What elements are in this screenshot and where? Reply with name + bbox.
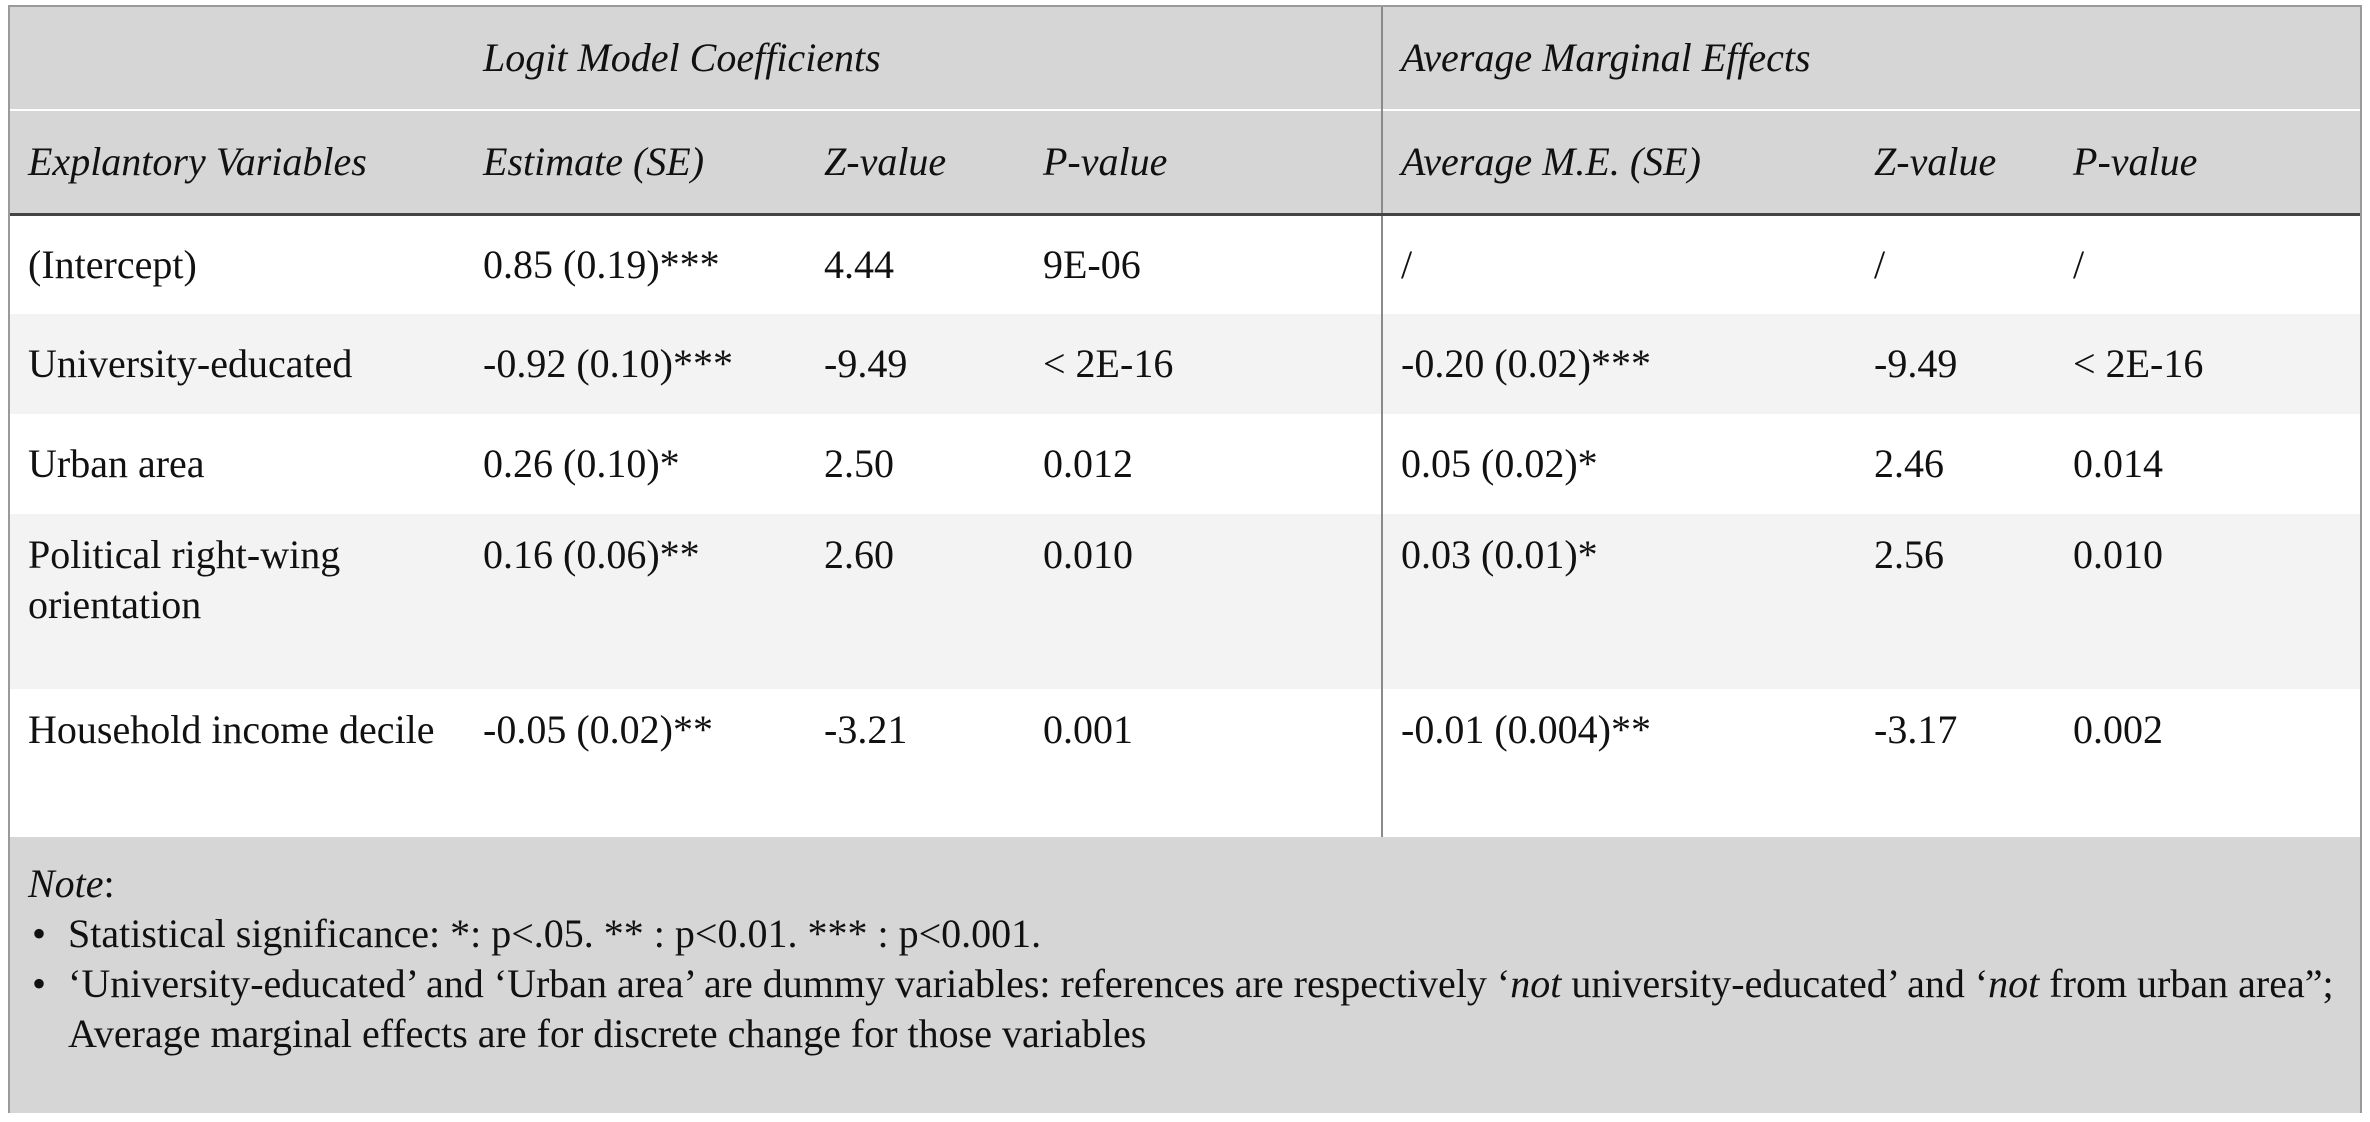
note-heading bbox=[28, 859, 2360, 909]
note-text-part: ‘University-educated’ and ‘Urban area’ are dummy variables: references are respectively ‘ bbox=[68, 961, 1511, 1006]
table-cell: -3.17 bbox=[1856, 689, 2055, 866]
table-cell: -0.92 (0.10)*** bbox=[465, 314, 806, 414]
table-cell: -9.49 bbox=[806, 314, 1025, 414]
note-bullet-text: Statistical significance: *: p<.05. ** : p<0.01. *** : p<0.001. bbox=[68, 911, 1042, 956]
table-cell: 4.44 bbox=[806, 215, 1025, 315]
table-cell: 2.56 bbox=[1856, 514, 2055, 689]
table-cell: 0.010 bbox=[2055, 514, 2360, 689]
table-cell: < 2E-16 bbox=[1025, 314, 1382, 414]
table-cell: / bbox=[2055, 215, 2360, 315]
note-bullet-significance bbox=[28, 909, 2360, 959]
table-row bbox=[10, 215, 2360, 315]
results-table bbox=[10, 7, 2360, 866]
group-header-logit: Logit Model Coefficients bbox=[465, 7, 1382, 110]
column-header: P-value bbox=[2055, 110, 2360, 215]
group-header-ame: Average Marginal Effects bbox=[1382, 7, 2360, 110]
table-cell: 2.50 bbox=[806, 414, 1025, 514]
table-cell: Political right-wing orientation bbox=[10, 514, 465, 689]
column-header: Explantory Variables bbox=[10, 110, 465, 215]
table-cell: -0.01 (0.004)** bbox=[1382, 689, 1856, 866]
note-emphasis: not bbox=[1510, 961, 1562, 1006]
blank-cell bbox=[10, 7, 465, 110]
group-header-row bbox=[10, 7, 2360, 110]
column-header: Estimate (SE) bbox=[465, 110, 806, 215]
column-header: Z-value bbox=[806, 110, 1025, 215]
table-cell: / bbox=[1856, 215, 2055, 315]
table-cell: -0.05 (0.02)** bbox=[465, 689, 806, 866]
table-cell: 9E-06 bbox=[1025, 215, 1382, 315]
column-header: Z-value bbox=[1856, 110, 2055, 215]
table-cell: 0.05 (0.02)* bbox=[1382, 414, 1856, 514]
note-emphasis: not bbox=[1988, 961, 2040, 1006]
table-cell: 0.010 bbox=[1025, 514, 1382, 689]
table-cell: 2.60 bbox=[806, 514, 1025, 689]
table-cell: University-educated bbox=[10, 314, 465, 414]
table-cell: 0.002 bbox=[2055, 689, 2360, 866]
column-header-row bbox=[10, 110, 2360, 215]
bullet-icon: • bbox=[32, 911, 47, 956]
column-header: P-value bbox=[1025, 110, 1382, 215]
table-cell: -3.21 bbox=[806, 689, 1025, 866]
table-cell: / bbox=[1382, 215, 1856, 315]
table-cell: < 2E-16 bbox=[2055, 314, 2360, 414]
column-header: Average M.E. (SE) bbox=[1382, 110, 1856, 215]
table-cell: -9.49 bbox=[1856, 314, 2055, 414]
table-cell: Household income decile bbox=[10, 689, 465, 866]
table-cell: 0.012 bbox=[1025, 414, 1382, 514]
note-colon: : bbox=[103, 861, 115, 906]
table-cell: 0.014 bbox=[2055, 414, 2360, 514]
table-cell: 0.001 bbox=[1025, 689, 1382, 866]
table-cell: -0.20 (0.02)*** bbox=[1382, 314, 1856, 414]
table-note bbox=[10, 837, 2360, 1113]
table-cell: 0.03 (0.01)* bbox=[1382, 514, 1856, 689]
table-cell: 0.16 (0.06)** bbox=[465, 514, 806, 689]
table-cell: 2.46 bbox=[1856, 414, 2055, 514]
note-text-part: university-educated’ and ‘ bbox=[1561, 961, 1989, 1006]
table-cell: 0.85 (0.19)*** bbox=[465, 215, 806, 315]
table-row bbox=[10, 414, 2360, 514]
regression-table-figure bbox=[8, 5, 2362, 1113]
table-cell: Urban area bbox=[10, 414, 465, 514]
bullet-icon: • bbox=[32, 961, 47, 1006]
note-label: Note bbox=[28, 861, 104, 906]
note-bullet-dummy-variables bbox=[28, 959, 2360, 1059]
table-row bbox=[10, 314, 2360, 414]
table-row bbox=[10, 514, 2360, 689]
table-cell: 0.26 (0.10)* bbox=[465, 414, 806, 514]
note-text-part: from urban area”; Average marginal effects are for discrete change for those variables bbox=[68, 961, 2334, 1056]
table-cell: (Intercept) bbox=[10, 215, 465, 315]
